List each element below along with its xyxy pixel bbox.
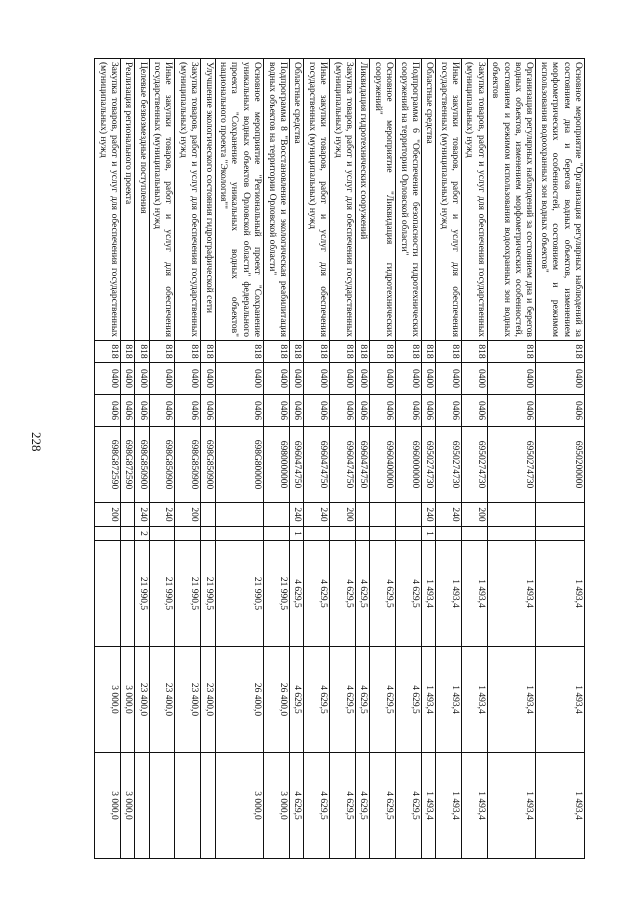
target-article-cell: 698G872590 <box>120 427 134 503</box>
budget-table-body <box>95 59 585 859</box>
expense-type-cell: 240 <box>421 503 435 527</box>
subsection-cell: 0406 <box>462 395 488 427</box>
expense-type-cell: 240 <box>436 503 462 527</box>
amount-year3-cell <box>149 753 175 859</box>
admin-code-cell: 818 <box>135 341 149 363</box>
subsection-cell: 0406 <box>149 395 175 427</box>
amount-year2-cell: 1 493,4 <box>436 647 462 753</box>
funding-source-cell <box>330 527 356 541</box>
amount-year1-cell: 1 493,4 <box>462 541 488 647</box>
amount-year3-cell: 1 493,4 <box>436 753 462 859</box>
amount-year2-cell: 26 400,0 <box>264 647 290 753</box>
target-article-cell: 6960474750 <box>304 427 330 503</box>
funding-source-cell <box>370 527 396 541</box>
target-article-cell: 6980000000 <box>264 427 290 503</box>
amount-year2-cell: 4 629,5 <box>304 647 330 753</box>
row-name-cell: Основное мероприятие "Организация регулярных наблюдений за состоянием дна и берегов водных объектов, изменением морфометрических особенностей, состоянием и режимом использования водоохранных зон водных объектов" <box>536 59 585 341</box>
target-article-cell: 698G850900 <box>201 427 215 503</box>
funding-source-cell <box>304 527 330 541</box>
expense-type-cell: 240 <box>149 503 175 527</box>
admin-code-cell: 818 <box>264 341 290 363</box>
amount-year2-cell: 23 400,0 <box>149 647 175 753</box>
target-article-cell: 698G800000 <box>215 427 264 503</box>
subsection-cell: 0406 <box>396 395 422 427</box>
funding-source-cell <box>95 527 121 541</box>
admin-code-cell: 818 <box>330 341 356 363</box>
subsection-cell: 0406 <box>120 395 134 427</box>
expense-type-cell <box>370 503 396 527</box>
row-name-cell: Организация регулярных наблюдений за состоянием дна и берегов водных объектов, изменением морфометрических особенностей, состоянием и режимом использования водоохранных зон водных объектов <box>487 59 536 341</box>
admin-code-cell: 818 <box>120 341 134 363</box>
expense-type-cell <box>215 503 264 527</box>
amount-year3-cell <box>201 753 215 859</box>
admin-code-cell: 818 <box>370 341 396 363</box>
admin-code-cell: 818 <box>95 341 121 363</box>
expense-type-cell <box>536 503 585 527</box>
amount-year2-cell: 4 629,5 <box>370 647 396 753</box>
expense-type-cell: 240 <box>304 503 330 527</box>
amount-year1-cell: 4 629,5 <box>290 541 304 647</box>
table-row <box>264 59 290 859</box>
amount-year2-cell: 23 400,0 <box>201 647 215 753</box>
subsection-cell: 0406 <box>264 395 290 427</box>
admin-code-cell: 818 <box>290 341 304 363</box>
amount-year3-cell: 4 629,5 <box>330 753 356 859</box>
table-row <box>215 59 264 859</box>
table-row <box>290 59 304 859</box>
amount-year2-cell: 1 493,4 <box>536 647 585 753</box>
row-name-cell: Подпрограмма 6 "Обеспечение безопасности гидротехнических сооружений на территории Орловской области" <box>396 59 422 341</box>
funding-source-cell <box>264 527 290 541</box>
target-article-cell: 6960474750 <box>330 427 356 503</box>
section-cell: 0400 <box>462 363 488 395</box>
section-cell: 0400 <box>149 363 175 395</box>
amount-year1-cell <box>120 541 134 647</box>
target-article-cell: 6950200000 <box>536 427 585 503</box>
table-row <box>135 59 149 859</box>
amount-year2-cell: 4 629,5 <box>396 647 422 753</box>
section-cell: 0400 <box>264 363 290 395</box>
admin-code-cell: 818 <box>421 341 435 363</box>
subsection-cell: 0406 <box>421 395 435 427</box>
amount-year2-cell: 23 400,0 <box>135 647 149 753</box>
amount-year3-cell <box>135 753 149 859</box>
target-article-cell: 6960000000 <box>396 427 422 503</box>
section-cell: 0400 <box>370 363 396 395</box>
amount-year1-cell: 21 990,5 <box>215 541 264 647</box>
table-row <box>462 59 488 859</box>
funding-source-cell: 1 <box>421 527 435 541</box>
row-name-cell: Основное мероприятие "Региональный проект "Сохранение уникальных водных объектов Орловской области" федерального проекта "Сохранение уникальных водных объектов" национального проекта "Экология"" <box>215 59 264 341</box>
amount-year1-cell: 1 493,4 <box>536 541 585 647</box>
amount-year2-cell: 1 493,4 <box>487 647 536 753</box>
subsection-cell: 0406 <box>175 395 201 427</box>
funding-source-cell: 2 <box>135 527 149 541</box>
section-cell: 0400 <box>215 363 264 395</box>
funding-source-cell <box>215 527 264 541</box>
table-row <box>330 59 356 859</box>
amount-year1-cell: 4 629,5 <box>330 541 356 647</box>
subsection-cell: 0406 <box>487 395 536 427</box>
amount-year2-cell: 3 000,0 <box>95 647 121 753</box>
table-row <box>175 59 201 859</box>
amount-year3-cell: 1 493,4 <box>536 753 585 859</box>
admin-code-cell: 818 <box>487 341 536 363</box>
row-name-cell: Закупка товаров, работ и услуг для обеспечения государственных (муниципальных) нужд <box>462 59 488 341</box>
subsection-cell: 0406 <box>201 395 215 427</box>
table-row <box>355 59 369 859</box>
section-cell: 0400 <box>436 363 462 395</box>
amount-year1-cell: 4 629,5 <box>355 541 369 647</box>
funding-source-cell <box>462 527 488 541</box>
funding-source-cell <box>149 527 175 541</box>
target-article-cell: 698G872590 <box>95 427 121 503</box>
expense-type-cell: 200 <box>330 503 356 527</box>
section-cell: 0400 <box>201 363 215 395</box>
amount-year1-cell: 4 629,5 <box>304 541 330 647</box>
amount-year1-cell: 21 990,5 <box>149 541 175 647</box>
funding-source-cell <box>120 527 134 541</box>
amount-year3-cell: 4 629,5 <box>290 753 304 859</box>
subsection-cell: 0406 <box>290 395 304 427</box>
table-row <box>304 59 330 859</box>
target-article-cell: 698G850900 <box>149 427 175 503</box>
expense-type-cell: 200 <box>175 503 201 527</box>
row-name-cell: Иные закупки товаров, работ и услуг для обеспечения государственных (муниципальных) нужд <box>149 59 175 341</box>
row-name-cell: Основное мероприятие "Ликвидация гидротехнических сооружений" <box>370 59 396 341</box>
section-cell: 0400 <box>135 363 149 395</box>
target-article-cell: 6960474750 <box>290 427 304 503</box>
table-row <box>149 59 175 859</box>
table-row <box>370 59 396 859</box>
funding-source-cell <box>201 527 215 541</box>
admin-code-cell: 818 <box>215 341 264 363</box>
table-row <box>436 59 462 859</box>
amount-year3-cell: 3 000,0 <box>95 753 121 859</box>
row-name-cell: Закупка товаров, работ и услуг для обеспечения государственных (муниципальных) нужд <box>95 59 121 341</box>
subsection-cell: 0406 <box>370 395 396 427</box>
amount-year3-cell <box>175 753 201 859</box>
subsection-cell: 0406 <box>436 395 462 427</box>
row-name-cell: Подпрограмма 8 "Восстановление и экологическая реабилитация водных объектов на территории Орловской области" <box>264 59 290 341</box>
amount-year1-cell: 21 990,5 <box>175 541 201 647</box>
row-name-cell: Закупка товаров, работ и услуг для обеспечения государственных (муниципальных) нужд <box>330 59 356 341</box>
funding-source-cell <box>536 527 585 541</box>
admin-code-cell: 818 <box>201 341 215 363</box>
amount-year1-cell: 4 629,5 <box>370 541 396 647</box>
rotated-page-content <box>45 58 585 858</box>
target-article-cell: 6950274730 <box>436 427 462 503</box>
expense-type-cell <box>487 503 536 527</box>
admin-code-cell: 818 <box>149 341 175 363</box>
expense-type-cell <box>396 503 422 527</box>
row-name-cell: Областные средства <box>421 59 435 341</box>
target-article-cell: 6950274730 <box>462 427 488 503</box>
subsection-cell: 0406 <box>135 395 149 427</box>
amount-year2-cell: 4 629,5 <box>330 647 356 753</box>
row-name-cell: Целевые безвозмездные поступления <box>135 59 149 341</box>
target-article-cell: 698G850900 <box>175 427 201 503</box>
expense-type-cell <box>355 503 369 527</box>
row-name-cell: Улучшение экологического состояния гидрографической сети <box>201 59 215 341</box>
target-article-cell: 6950274730 <box>487 427 536 503</box>
section-cell: 0400 <box>290 363 304 395</box>
amount-year2-cell: 4 629,5 <box>355 647 369 753</box>
expense-type-cell <box>120 503 134 527</box>
funding-source-cell <box>487 527 536 541</box>
table-row <box>396 59 422 859</box>
funding-source-cell <box>355 527 369 541</box>
target-article-cell: 6960400000 <box>370 427 396 503</box>
row-name-cell: Реализация регионального проекта <box>120 59 134 341</box>
subsection-cell: 0406 <box>215 395 264 427</box>
section-cell: 0400 <box>120 363 134 395</box>
expense-type-cell: 240 <box>135 503 149 527</box>
subsection-cell: 0406 <box>304 395 330 427</box>
amount-year2-cell: 1 493,4 <box>421 647 435 753</box>
section-cell: 0400 <box>175 363 201 395</box>
funding-source-cell <box>396 527 422 541</box>
table-row <box>201 59 215 859</box>
table-row <box>95 59 121 859</box>
table-row <box>120 59 134 859</box>
expense-type-cell: 200 <box>462 503 488 527</box>
row-name-cell: Областные средства <box>290 59 304 341</box>
section-cell: 0400 <box>355 363 369 395</box>
subsection-cell: 0406 <box>536 395 585 427</box>
page-number: 228 <box>29 432 44 452</box>
section-cell: 0400 <box>487 363 536 395</box>
amount-year3-cell: 4 629,5 <box>304 753 330 859</box>
target-article-cell: 6960474750 <box>355 427 369 503</box>
amount-year1-cell: 21 990,5 <box>135 541 149 647</box>
amount-year3-cell: 4 629,5 <box>396 753 422 859</box>
row-name-cell: Иные закупки товаров, работ и услуг для обеспечения государственных (муниципальных) нужд <box>304 59 330 341</box>
expense-type-cell <box>201 503 215 527</box>
amount-year1-cell <box>95 541 121 647</box>
amount-year3-cell: 1 493,4 <box>421 753 435 859</box>
amount-year3-cell: 4 629,5 <box>355 753 369 859</box>
amount-year3-cell: 3 000,0 <box>120 753 134 859</box>
target-article-cell: 698G850900 <box>135 427 149 503</box>
admin-code-cell: 818 <box>355 341 369 363</box>
amount-year3-cell: 3 000,0 <box>264 753 290 859</box>
expense-type-cell: 200 <box>95 503 121 527</box>
table-row <box>421 59 435 859</box>
amount-year1-cell: 1 493,4 <box>436 541 462 647</box>
subsection-cell: 0406 <box>355 395 369 427</box>
amount-year3-cell: 1 493,4 <box>462 753 488 859</box>
subsection-cell: 0406 <box>330 395 356 427</box>
admin-code-cell: 818 <box>436 341 462 363</box>
admin-code-cell: 818 <box>304 341 330 363</box>
subsection-cell: 0406 <box>95 395 121 427</box>
admin-code-cell: 818 <box>536 341 585 363</box>
amount-year1-cell: 1 493,4 <box>487 541 536 647</box>
funding-source-cell: 1 <box>290 527 304 541</box>
target-article-cell: 6950274730 <box>421 427 435 503</box>
row-name-cell: Ликвидация гидротехнических сооружений <box>355 59 369 341</box>
section-cell: 0400 <box>95 363 121 395</box>
amount-year2-cell: 1 493,4 <box>462 647 488 753</box>
row-name-cell: Иные закупки товаров, работ и услуг для обеспечения государственных (муниципальных) нужд <box>436 59 462 341</box>
section-cell: 0400 <box>536 363 585 395</box>
amount-year2-cell: 3 000,0 <box>120 647 134 753</box>
amount-year1-cell: 21 990,5 <box>201 541 215 647</box>
table-row <box>487 59 536 859</box>
funding-source-cell <box>436 527 462 541</box>
table-row <box>536 59 585 859</box>
funding-source-cell <box>175 527 201 541</box>
row-name-cell: Закупка товаров, работ и услуг для обеспечения государственных (муниципальных) нужд <box>175 59 201 341</box>
amount-year1-cell: 4 629,5 <box>396 541 422 647</box>
admin-code-cell: 818 <box>175 341 201 363</box>
amount-year2-cell: 4 629,5 <box>290 647 304 753</box>
amount-year3-cell: 1 493,4 <box>487 753 536 859</box>
budget-table <box>94 58 585 859</box>
admin-code-cell: 818 <box>462 341 488 363</box>
section-cell: 0400 <box>330 363 356 395</box>
amount-year2-cell: 23 400,0 <box>175 647 201 753</box>
amount-year1-cell: 1 493,4 <box>421 541 435 647</box>
amount-year3-cell: 4 629,5 <box>370 753 396 859</box>
amount-year2-cell: 26 400,0 <box>215 647 264 753</box>
section-cell: 0400 <box>304 363 330 395</box>
section-cell: 0400 <box>421 363 435 395</box>
section-cell: 0400 <box>396 363 422 395</box>
admin-code-cell: 818 <box>396 341 422 363</box>
amount-year1-cell: 21 990,5 <box>264 541 290 647</box>
expense-type-cell: 240 <box>290 503 304 527</box>
amount-year3-cell: 3 000,0 <box>215 753 264 859</box>
expense-type-cell <box>264 503 290 527</box>
